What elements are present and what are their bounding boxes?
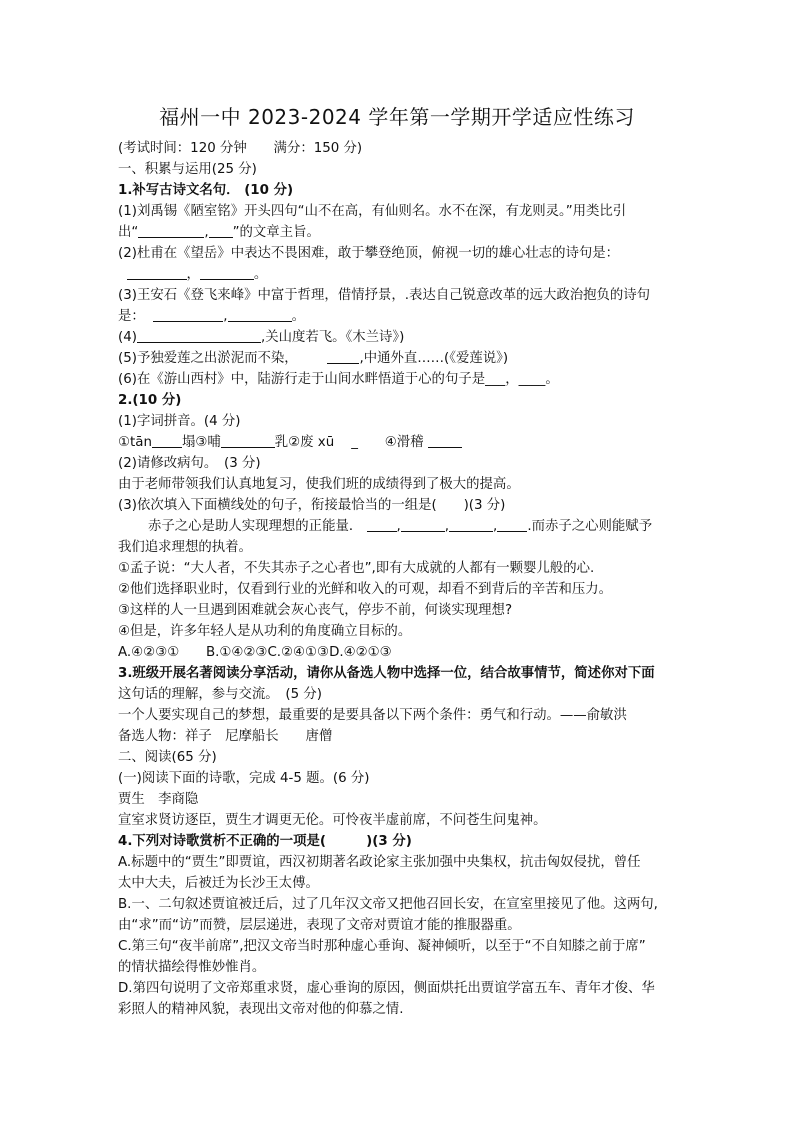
q2-passage-tail: .而赤子之心则能赋予 [527, 519, 653, 534]
answer-blank[interactable] [327, 349, 359, 364]
q2-passage-line2: 我们追求理想的执着。 [118, 540, 252, 555]
q1-p1-line1: (1)刘禹锡《陋室铭》开头四句“山不在高，有仙则名。水不在深，有龙则灵。”用类比引 [118, 204, 627, 219]
page-title: 福州一中 2023-2024 学年第一学期开学适应性练习 [159, 105, 635, 129]
poem-title: 贾生 李商隐 [118, 792, 199, 807]
answer-blank[interactable] [200, 265, 254, 280]
answer-blank[interactable] [497, 517, 527, 532]
q1-p1-open-quote: 出“ [118, 225, 139, 240]
answer-blank[interactable] [428, 433, 462, 448]
q1-p2-sep: ， [186, 267, 200, 282]
poem-text: 宣室求贤访逐臣，贾生才调更无伦。可怜夜半虚前席，不问苍生问鬼神。 [118, 813, 547, 828]
q2-passage-sep: , [493, 519, 498, 534]
answer-blank[interactable] [228, 307, 292, 322]
q2-choices: A.④②③① B.①④②③C.②④①③D.④②①③ [118, 645, 392, 660]
q4-option-b-line1: B.一、二句叙述贾谊被迁后，过了几年汉文帝又把他召回长安，在宣室里接见了他。这两句, [118, 897, 658, 912]
q2-option-4: ④但是，许多年轻人是从功利的角度确立目标的。 [118, 624, 412, 639]
section1-heading: 一、积累与运用(25 分) [118, 162, 257, 177]
q2-sub1: (1)字词拼音。(4 分) [118, 414, 241, 429]
q4-heading [118, 832, 678, 852]
pinyin-2: 塌③哺 [181, 435, 221, 450]
q1-p6: (6)在《游山西村》中，陆游行走于山间水畔悟道于心的句子是___，____。 [118, 372, 559, 387]
answer-blank[interactable] [137, 328, 261, 343]
answer-blank[interactable] [209, 223, 233, 238]
q1-p3-line1: (3)王安石《登飞来峰》中富于哲理，借情抒景，.表达自己锐意改革的远大政治抱负的诗句 [118, 288, 651, 303]
q2-option-3: ③这样的人一旦遇到困难就会灰心丧气，停步不前，何谈实现理想? [118, 603, 513, 618]
q1-p3-prefix: 是： [118, 309, 145, 324]
q4-option-c-line2: 的情状描绘得惟妙惟肖。 [118, 960, 266, 975]
q4-option-a-line2: 太中大夫，后被迁为长沙王太傅。 [118, 876, 319, 891]
pinyin-3: 乳②废 xū [274, 435, 335, 450]
answer-blank[interactable] [127, 265, 187, 280]
q3-line2: 这句话的理解，参与交流。 (5 分) [118, 687, 322, 702]
answer-blank[interactable] [449, 517, 493, 532]
q4-option-b-line2: 由“求”而“访”而赞，层层递进，表现了文帝对贾谊才能的推服器重。 [118, 918, 521, 933]
q2-passage-sep: , [396, 519, 401, 534]
q1-p2-line1: (2)杜甫在《望岳》中表达不畏困难，敢于攀登绝顶，俯视一切的雄心壮志的诗句是： [118, 246, 620, 261]
q1-heading [118, 181, 678, 201]
answer-blank[interactable] [221, 433, 275, 448]
answer-blank[interactable] [138, 223, 204, 238]
q2-sentence: 由于老师带领我们认真地复习，使我们班的成绩得到了极大的提高。 [118, 477, 520, 492]
q1-p1-sep: , [204, 225, 209, 240]
answer-blank[interactable] [367, 517, 397, 532]
q1-p2-line2 [118, 265, 678, 285]
q2-pinyin [118, 433, 678, 453]
q2-heading [118, 391, 678, 411]
q2-passage-text: 赤子之心是助人实现理想的正能量． [148, 519, 363, 534]
q2-passage-sep: , [444, 519, 450, 534]
section2-heading: 二、阅读(65 分) [118, 750, 217, 765]
q1-p4 [118, 328, 678, 348]
answer-blank[interactable] [152, 433, 182, 448]
q4-option-d-line2: 彩照人的精神风貌，表现出文帝对他的仰慕之情. [118, 1002, 404, 1017]
q4-option-a-line1: A.标题中的“贾生”即贾谊，西汉初期著名政论家主张加强中央集权，抗击匈奴侵扰，曾任 [118, 855, 641, 870]
q4-heading-text: 4.下列对诗歌赏析不正确的一项是( )(3 分) [118, 834, 412, 849]
pinyin-1: ①tān [118, 435, 152, 450]
exam-info: (考试时间：120 分钟 满分：150 分) [118, 141, 363, 156]
q3-line1-text: 3.班级开展名著阅读分享活动，请你从备选人物中选择一位，结合故事情节，简述你对下面 [118, 666, 655, 681]
q1-p2-end: 。 [253, 267, 268, 282]
q4-option-d-line1: D.第四句说明了文帝郑重求贤，虚心垂询的原因，侧面烘托出贾谊学富五车、青年才俊、华 [118, 981, 655, 996]
q1-p4-num: (4) [118, 330, 137, 345]
q1-p5-text-b: ,中通外直……(《爱莲说》) [359, 351, 509, 366]
answer-blank[interactable] [401, 517, 445, 532]
q1-p1-line2 [118, 223, 678, 243]
q2-option-2: ②他们选择职业时，仅看到行业的光鲜和收入的可观，却看不到背后的辛苦和压力。 [118, 582, 613, 597]
q1-p4-text: ,关山度若飞。《木兰诗》) [260, 330, 405, 345]
q1-heading-text: 1.补写古诗文名句． (10 分) [118, 183, 294, 198]
q2-sub2: (2)请修改病句。 (3 分) [118, 456, 261, 471]
q1-p3-sep: , [223, 309, 228, 324]
pinyin-4: _ ④滑稽 [351, 435, 424, 450]
q3-line1 [118, 664, 678, 684]
q1-p3-line2 [118, 307, 678, 327]
q3-candidates: 备选人物：祥子 尼摩船长 唐僧 [118, 729, 333, 744]
section2-part1: (一)阅读下面的诗歌，完成 4-5 题。(6 分) [118, 771, 370, 786]
q1-p5-text-a: (5)予独爱莲之出淤泥而不染， [118, 351, 298, 366]
q1-p3-end: 。 [291, 309, 305, 324]
q2-heading-text: 2.(10 分) [118, 393, 182, 408]
q2-option-1: ①孟子说：“大人者，不失其赤子之心者也”,即有大成就的人都有一颗婴儿般的心. [118, 561, 595, 576]
q1-p1-tail: ”的文章主旨。 [232, 225, 320, 240]
q2-sub3: (3)依次填入下面横线处的句子，衔接最恰当的一组是( )(3 分) [118, 498, 506, 513]
q3-quote: 一个人要实现自己的梦想，最重要的是要具备以下两个条件：勇气和行动。——俞敏洪 [118, 708, 627, 723]
q1-p5 [118, 349, 678, 369]
q4-option-c-line1: C.第三句“夜半前席”,把汉文帝当时那种虚心垂询、凝神倾听，以至于“不自知膝之前于席” [118, 939, 646, 954]
answer-blank[interactable] [153, 307, 223, 322]
q2-passage-line1 [148, 517, 708, 537]
